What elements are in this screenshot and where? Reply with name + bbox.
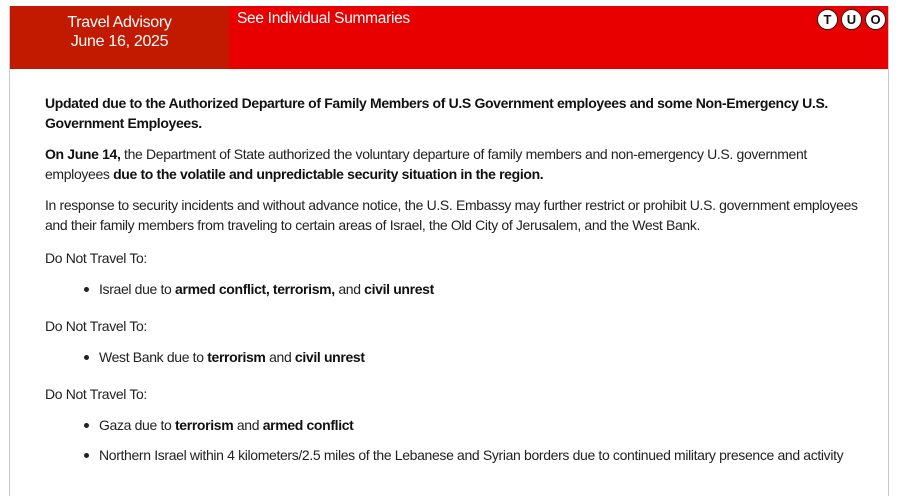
list-item: West Bank due to terrorism and civil unrest [45, 347, 865, 367]
advisory-panel [9, 6, 889, 496]
other-indicator-icon[interactable]: O [865, 9, 886, 30]
do-not-travel-list [45, 415, 865, 465]
advisory-banner [10, 6, 888, 69]
see-individual-summaries-link[interactable]: See Individual Summaries [237, 10, 410, 27]
advisory-content [45, 93, 865, 482]
update-notice: Updated due to the Authorized Departure of Family Members of U.S Government employees and some Non-Emergency U.S. Government Employees. [45, 95, 828, 131]
advisory-title-block [10, 6, 229, 69]
response-paragraph: In response to security incidents and without advance notice, the U.S. Embassy may further restrict or prohibit U.S. government employees and their family members from traveling to certain areas of Israel, the Old City of Jerusalem, and the West Bank. [45, 197, 858, 233]
terrorism-indicator-icon[interactable]: T [817, 9, 838, 30]
do-not-travel-heading: Do Not Travel To: [45, 318, 147, 334]
june14-paragraph: On June 14, the Department of State authorized the voluntary departure of family members and non-emergency U.S. government employees due to the volatile and unpredictable security situation in the region. [45, 146, 807, 182]
june14-lead: On June 14, [45, 146, 121, 162]
list-item: Gaza due to terrorism and armed conflict [45, 415, 865, 435]
civil-unrest-indicator-icon[interactable]: U [841, 9, 862, 30]
do-not-travel-heading: Do Not Travel To: [45, 250, 147, 266]
advisory-date: June 16, 2025 [70, 33, 169, 50]
do-not-travel-list [45, 347, 865, 367]
list-item: Northern Israel within 4 kilometers/2.5 miles of the Lebanese and Syrian borders due to continued military presence and activity [45, 445, 865, 465]
do-not-travel-heading: Do Not Travel To: [45, 386, 147, 402]
do-not-travel-list [45, 279, 865, 299]
advisory-level-icons [817, 9, 886, 30]
advisory-title: Travel Advisory [67, 14, 172, 31]
list-item: Israel due to armed conflict, terrorism, and civil unrest [45, 279, 865, 299]
